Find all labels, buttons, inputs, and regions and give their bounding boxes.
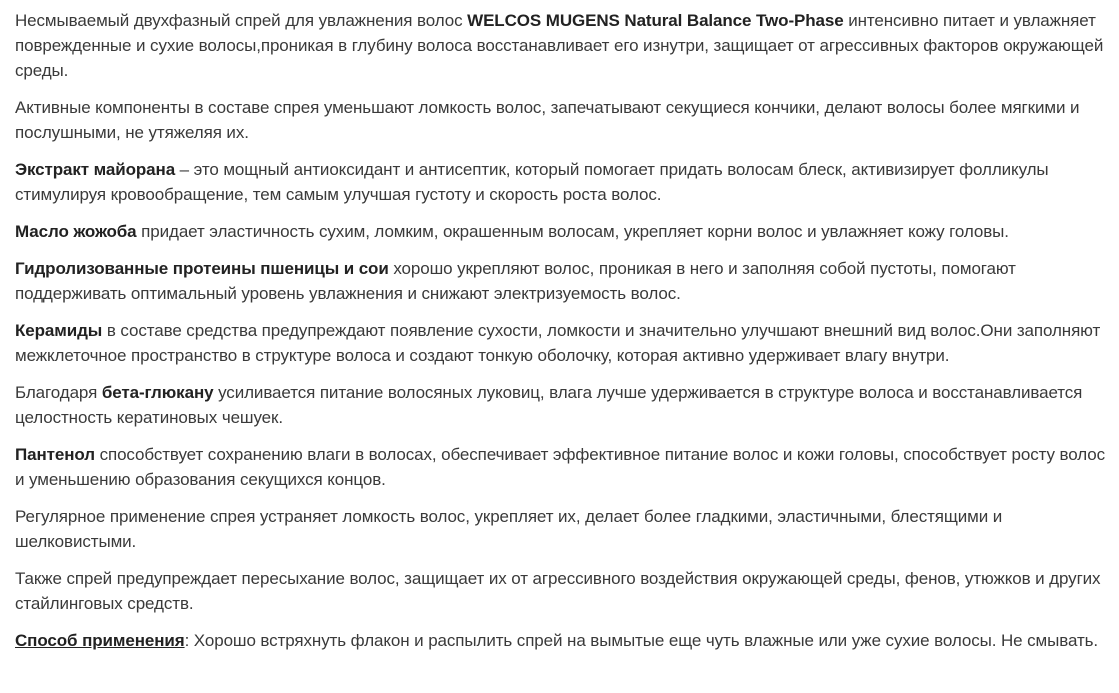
usage-title: Способ применения [15,631,185,650]
ceramides-title: Керамиды [15,321,103,340]
beta-glucan-paragraph [15,380,1109,430]
product-name: WELCOS MUGENS Natural Balance Two-Phase [467,11,844,30]
jojoba-paragraph [15,219,1109,244]
beta-glucan-text-start: Благодаря [15,383,102,402]
proteins-text: хорошо укрепляют волос, проникая в него и заполняя собой пустоты, помогают поддерживать оптимальный уровень увлажнения и снижают электризуемость волос. [15,259,1016,303]
panthenol-text: способствует сохранению влаги в волосах, обеспечивает эффективное питание волос и кожи головы, способствует росту волос и уменьшению образования секущихся концов. [15,445,1105,489]
usage-paragraph [15,628,1109,653]
jojoba-text: придает эластичность сухим, ломким, окрашенным волосам, укрепляет корни волос и увлажняет кожу головы. [136,222,1009,241]
active-components-text: Активные компоненты в составе спрея уменьшают ломкость волос, запечатывают секущиеся кончики, делают волосы более мягкими и послушными, не утяжеляя их. [15,98,1080,142]
regular-use-text: Регулярное применение спрея устраняет ломкость волос, укрепляет их, делает более гладкими, эластичными, блестящими и шелковистыми. [15,507,1003,551]
regular-use-paragraph [15,504,1109,554]
marjoram-title: Экстракт майорана [15,160,176,179]
marjoram-paragraph [15,157,1109,207]
intro-text-end: интенсивно питает и увлажняет поврежденные и сухие волосы,проникая в глубину волоса восстанавливает его изнутри, защищает от агрессивных факторов окружающей среды. [15,11,1104,80]
ceramides-text: в составе средства предупреждают появление сухости, ломкости и значительно улучшают внешний вид волос.Они заполняют межклеточное пространство в структуре волоса и создают тонкую оболочку, которая активно удерживает влагу внутри. [15,321,1101,365]
panthenol-paragraph [15,442,1109,492]
proteins-paragraph [15,256,1109,306]
protection-text: Также спрей предупреждает пересыхание волос, защищает их от агрессивного воздействия окружающей среды, фенов, утюжков и других стайлинговых средств. [15,569,1101,613]
panthenol-title: Пантенол [15,445,95,464]
jojoba-title: Масло жожоба [15,222,137,241]
intro-paragraph [15,8,1109,83]
proteins-title: Гидролизованные протеины пшеницы и сои [15,259,389,278]
usage-text: : Хорошо встряхнуть флакон и распылить спрей на вымытые еще чуть влажные или уже сухие волосы. Не смывать. [184,631,1099,650]
beta-glucan-text-end: усиливается питание волосяных луковиц, влага лучше удерживается в структуре волоса и восстанавливается целостность кератиновых чешуек. [15,383,1083,427]
marjoram-text: – это мощный антиоксидант и антисептик, который помогает придать волосам блеск, активизирует фолликулы стимулируя кровообращение, тем самым улучшая густоту и скорость роста волос. [15,160,1049,204]
protection-paragraph [15,566,1109,616]
intro-text-start: Несмываемый двухфазный спрей для увлажнения волос [15,11,468,30]
active-components-paragraph [15,95,1109,145]
ceramides-paragraph [15,318,1109,368]
beta-glucan-title: бета-глюкану [101,383,214,402]
